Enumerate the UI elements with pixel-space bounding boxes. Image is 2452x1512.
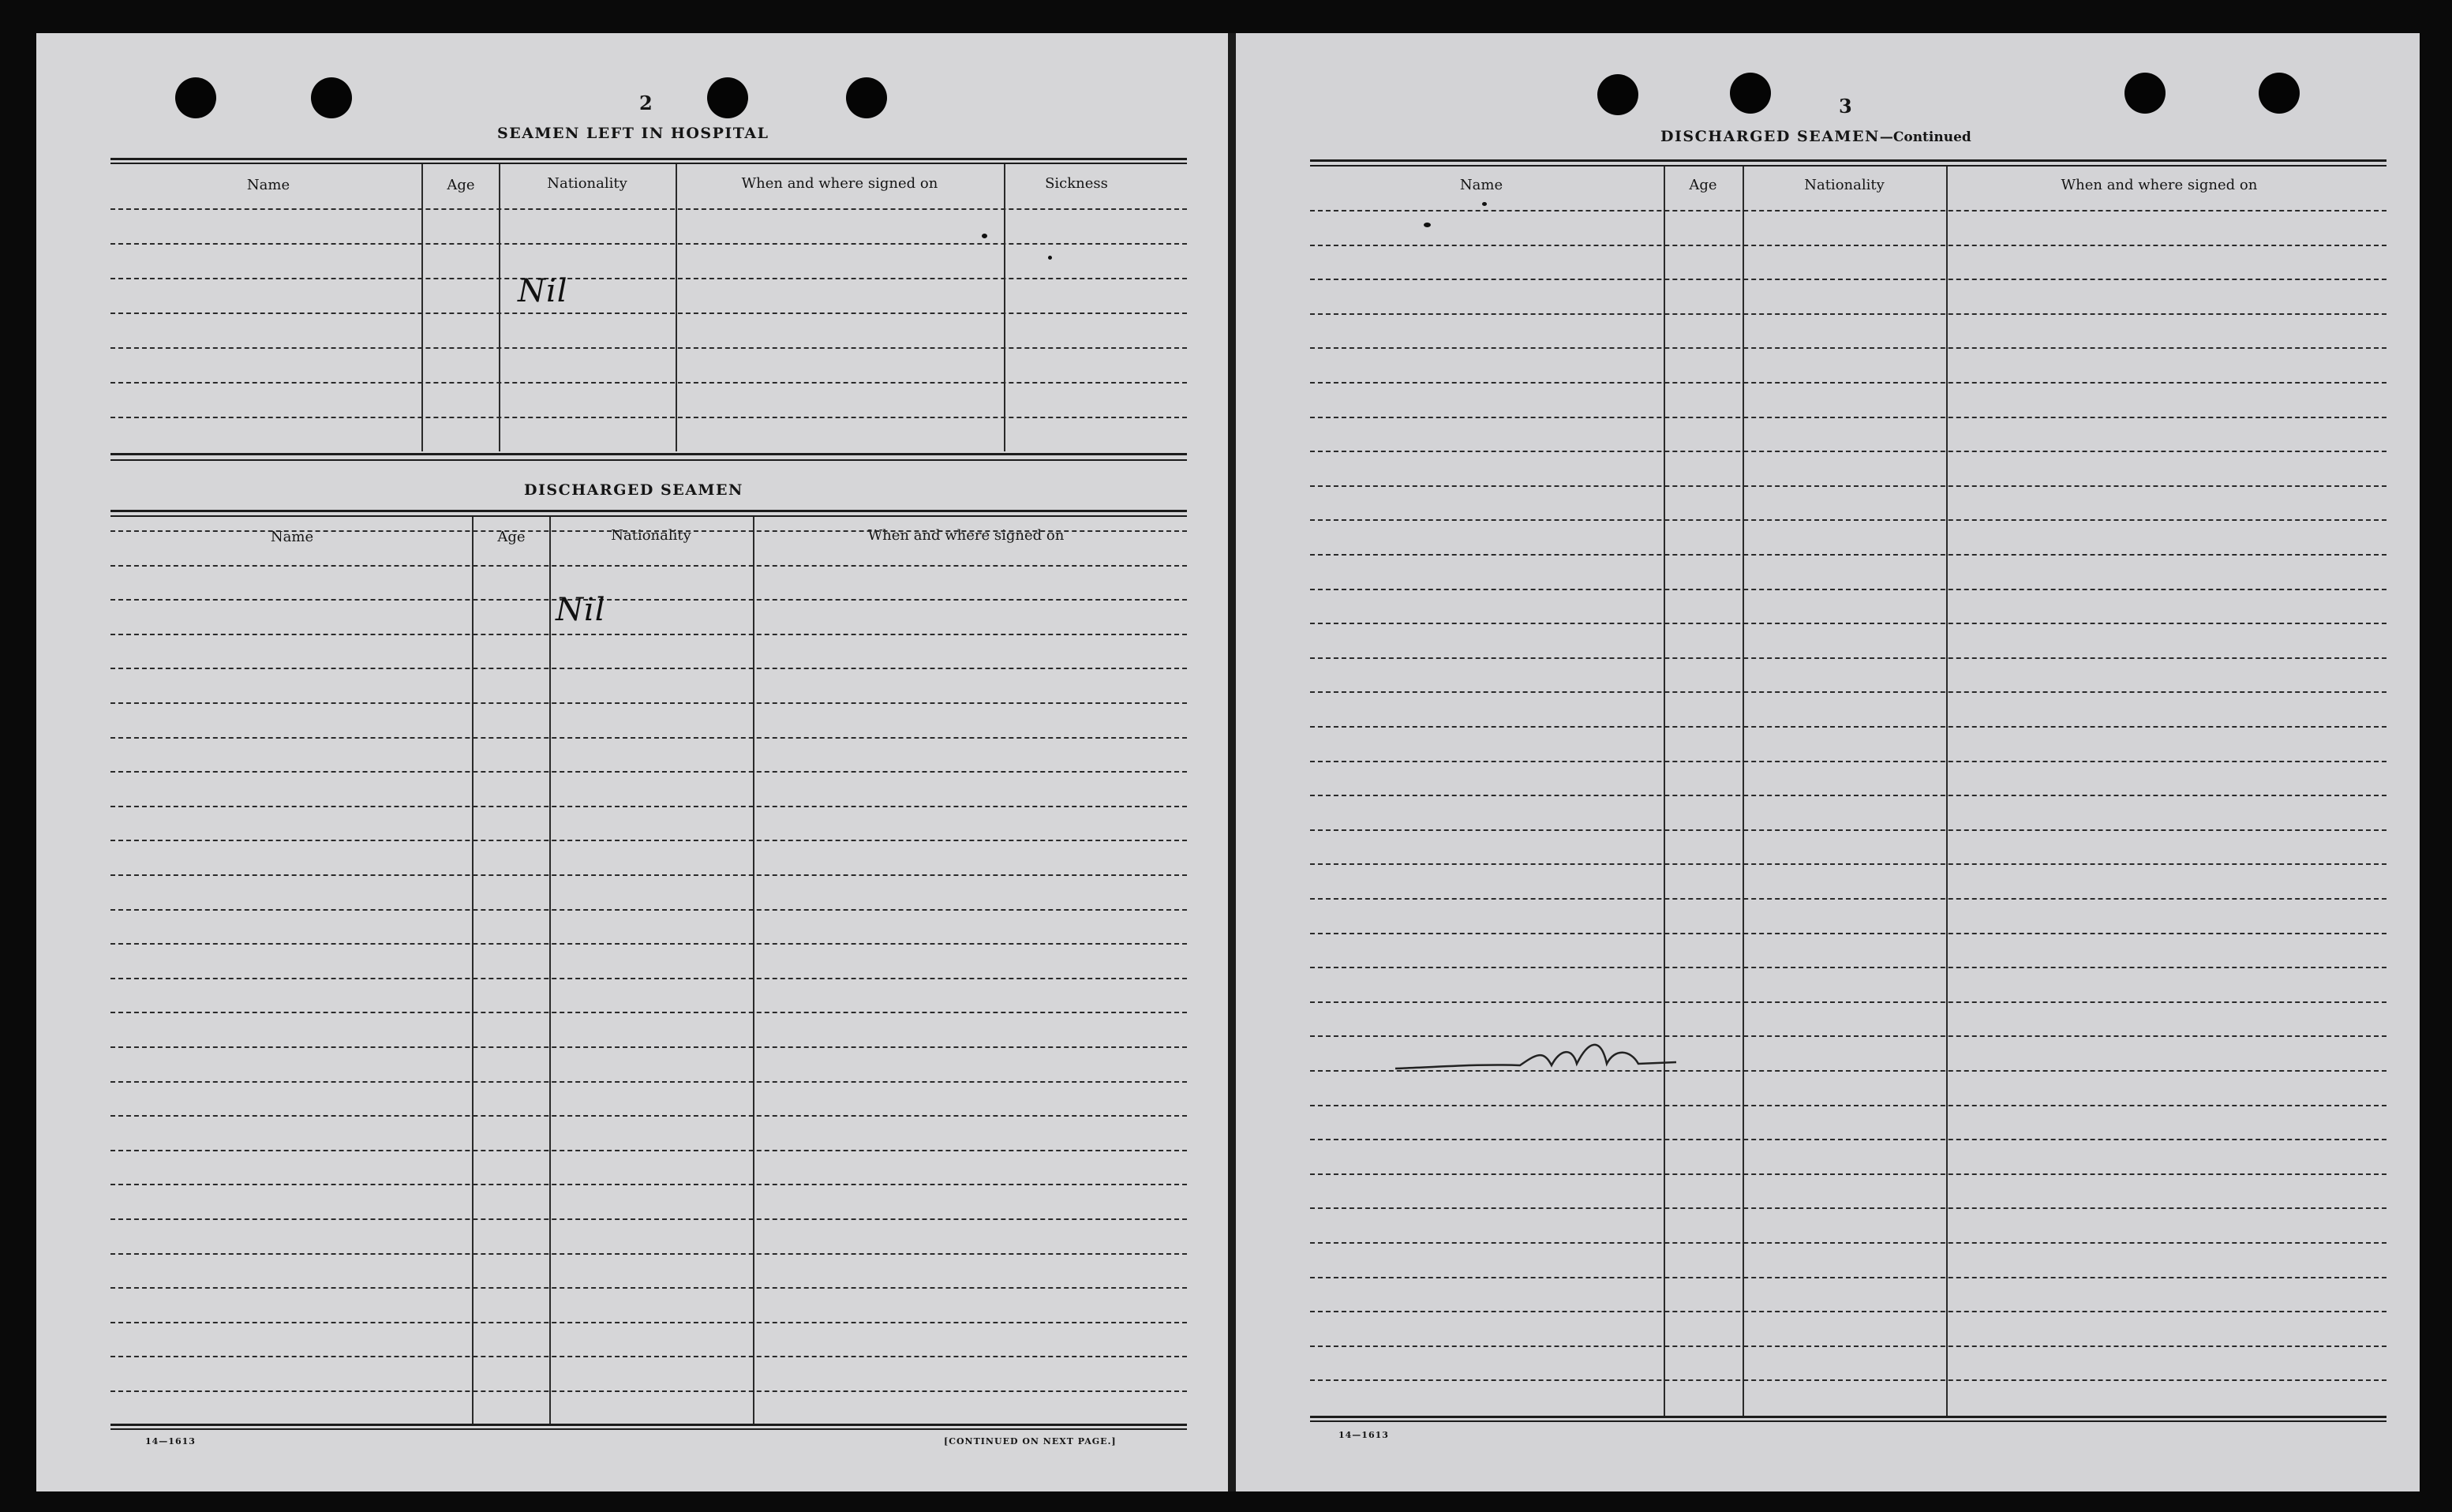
table-bottom-rule: [110, 1428, 1187, 1430]
ruled-line: [110, 382, 1187, 384]
ruled-line: [110, 1150, 1187, 1151]
ruled-line: [1310, 761, 2386, 762]
ruled-line: [110, 840, 1187, 841]
title-text: DISCHARGED SEAMEN: [1660, 128, 1880, 145]
ink-dot: [982, 234, 987, 238]
ruled-line: [1310, 829, 2386, 831]
ruled-line: [1310, 589, 2386, 590]
column-divider: [676, 164, 677, 451]
column-divider: [1743, 167, 1744, 1418]
ruled-line: [110, 634, 1187, 635]
ruled-line: [110, 1012, 1187, 1013]
ruled-line: [1310, 1345, 2386, 1347]
ruled-line: [110, 874, 1187, 876]
ruled-line: [1310, 554, 2386, 556]
ruled-line: [110, 771, 1187, 773]
ruled-line: [110, 278, 1187, 279]
punch-hole: [2124, 73, 2166, 114]
ruled-line: [1310, 347, 2386, 349]
ruled-line: [110, 243, 1187, 245]
ruled-line: [1310, 933, 2386, 934]
ruled-line: [110, 737, 1187, 739]
column-header-sickness: Sickness: [1045, 175, 1108, 192]
column-divider: [753, 517, 754, 1426]
table-bottom-rule: [110, 1424, 1187, 1426]
ruled-line: [110, 1287, 1187, 1289]
ruled-line: [110, 1184, 1187, 1185]
ruled-line: [1310, 1173, 2386, 1175]
ruled-line: [110, 1218, 1187, 1220]
section-title-discharged: DISCHARGED SEAMEN: [524, 481, 743, 499]
ruled-line: [1310, 313, 2386, 315]
page-number: 2: [639, 92, 653, 114]
column-header-nationality: Nationality: [547, 175, 627, 192]
column-divider: [549, 517, 551, 1426]
ruled-line: [1310, 1379, 2386, 1381]
column-header-age: Age: [497, 529, 526, 545]
title-suffix: —Continued: [1879, 129, 1971, 145]
ruled-line: [1310, 382, 2386, 384]
ruled-line: [1310, 279, 2386, 280]
ruled-line: [110, 1081, 1187, 1083]
table-top-rule: [110, 158, 1187, 160]
ruled-line: [1310, 519, 2386, 521]
ruled-line: [110, 1253, 1187, 1255]
continued-note: [CONTINUED ON NEXT PAGE.]: [944, 1436, 1117, 1447]
ruled-line: [1310, 863, 2386, 865]
punch-hole: [707, 77, 748, 118]
ruled-line: [1310, 1207, 2386, 1209]
ruled-line: [110, 1115, 1187, 1117]
ruled-line: [110, 347, 1187, 349]
punch-hole: [311, 77, 352, 118]
right-page: [1236, 33, 2420, 1491]
handwritten-entry-nil: Nil: [556, 592, 606, 628]
ink-dot: [1482, 202, 1487, 206]
table-bottom-rule: [110, 459, 1187, 461]
ruled-line: [110, 1390, 1187, 1392]
form-number: 14—1613: [145, 1436, 196, 1447]
form-number: 14—1613: [1338, 1430, 1389, 1440]
column-header-signed-on: When and where signed on: [867, 527, 1065, 544]
ruled-line: [1310, 691, 2386, 693]
column-divider: [1664, 167, 1665, 1418]
ruled-line: [1310, 1277, 2386, 1278]
column-divider: [499, 164, 500, 451]
column-header-name: Name: [246, 177, 290, 193]
bleed-through-signature: [1394, 1026, 1678, 1073]
table-top-rule: [1310, 165, 2386, 167]
ruled-line: [1310, 967, 2386, 968]
book-spine: [1228, 33, 1236, 1491]
ruled-line: [110, 1356, 1187, 1357]
ruled-line: [1310, 795, 2386, 796]
ruled-line: [1310, 623, 2386, 624]
column-header-signed-on: When and where signed on: [741, 175, 938, 192]
punch-hole: [846, 77, 887, 118]
ruled-line: [110, 909, 1187, 911]
ruled-line: [110, 978, 1187, 979]
column-divider: [472, 517, 474, 1426]
ruled-line: [110, 599, 1187, 601]
ruled-line: [110, 313, 1187, 314]
punch-hole: [1597, 74, 1638, 115]
ruled-line: [1310, 898, 2386, 900]
ruled-line: [1310, 1311, 2386, 1312]
ruled-line: [110, 806, 1187, 807]
ruled-line: [1310, 451, 2386, 452]
table-top-rule: [110, 510, 1187, 512]
column-header-nationality: Nationality: [611, 527, 691, 544]
table-bottom-rule: [110, 453, 1187, 455]
ink-dot: [1048, 256, 1052, 260]
column-header-age: Age: [1689, 177, 1717, 193]
ruled-line: [1310, 657, 2386, 659]
ruled-line: [110, 208, 1187, 210]
ruled-line: [1310, 1105, 2386, 1106]
ruled-line: [1310, 1139, 2386, 1140]
ruled-line: [110, 417, 1187, 418]
handwritten-entry-nil: Nil: [518, 273, 568, 309]
punch-hole: [175, 77, 216, 118]
column-header-age: Age: [447, 177, 475, 193]
column-divider: [1946, 167, 1948, 1418]
column-header-nationality: Nationality: [1804, 177, 1885, 193]
ruled-line: [1310, 726, 2386, 728]
left-page: [36, 33, 1228, 1491]
table-top-rule: [1310, 159, 2386, 162]
column-divider: [1004, 164, 1005, 451]
punch-hole: [2259, 73, 2300, 114]
section-title-discharged-continued: [1660, 128, 1971, 145]
ruled-line: [110, 943, 1187, 945]
section-title-hospital: SEAMEN LEFT IN HOSPITAL: [497, 125, 769, 142]
ruled-line: [1310, 245, 2386, 246]
ruled-line: [110, 668, 1187, 669]
ink-dot: [1424, 223, 1431, 227]
ruled-line: [1310, 1001, 2386, 1003]
column-divider: [421, 164, 423, 451]
ruled-line: [1310, 210, 2386, 211]
ruled-line: [1310, 417, 2386, 418]
column-header-name: Name: [270, 529, 314, 545]
column-header-signed-on: When and where signed on: [2061, 177, 2258, 193]
column-header-name: Name: [1459, 177, 1503, 193]
ruled-line: [110, 565, 1187, 567]
ruled-line: [1310, 1242, 2386, 1244]
ruled-line: [110, 1322, 1187, 1323]
ruled-line: [1310, 485, 2386, 487]
ruled-line: [110, 530, 1187, 532]
ruled-line: [110, 702, 1187, 704]
page-number: 3: [1839, 95, 1852, 118]
ruled-line: [110, 1046, 1187, 1048]
table-top-rule: [110, 163, 1187, 164]
table-bottom-rule: [1310, 1420, 2386, 1422]
table-top-rule: [110, 515, 1187, 517]
table-bottom-rule: [1310, 1416, 2386, 1418]
punch-hole: [1730, 73, 1771, 114]
